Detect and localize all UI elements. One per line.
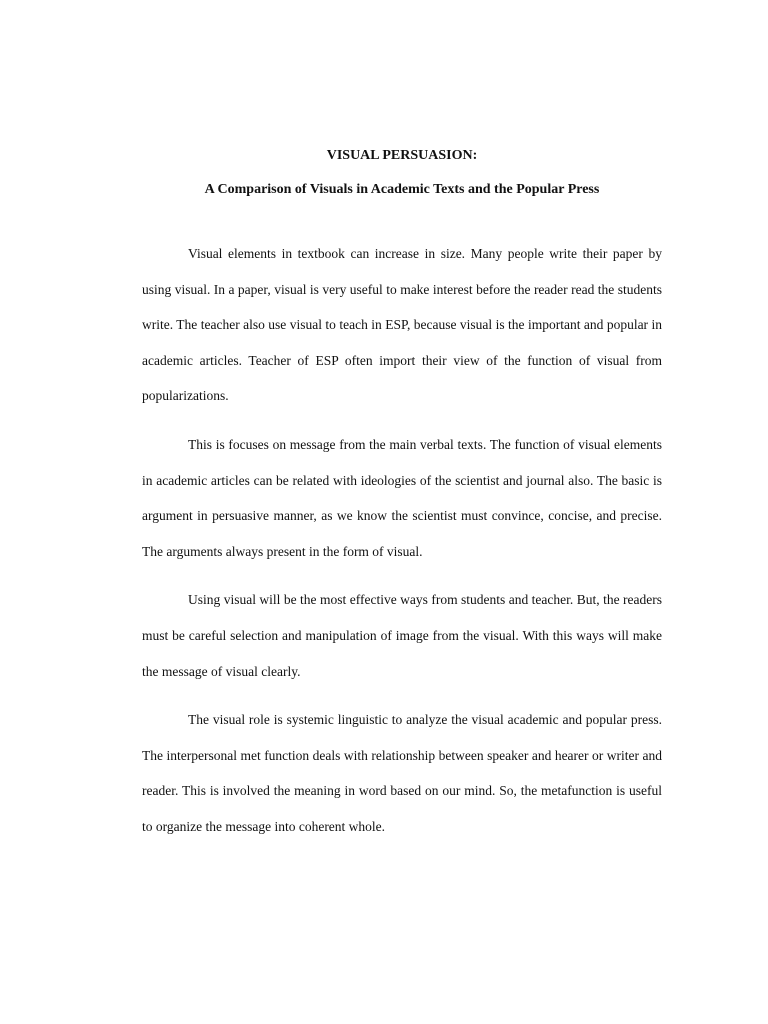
- paragraph-3: Using visual will be the most effective ways from students and teacher. But, the readers must be careful selection and manipulation of image from the visual. With this ways will make the message of visual clearly.: [142, 592, 662, 679]
- paragraph-2: This is focuses on message from the main verbal texts. The function of visual elements in academic articles can be related with ideologies of the scientist and journal also. The basic is argument in persuasive manner, as we know the scientist must convince, concise, and precise. The arguments always present in the form of visual.: [142, 436, 662, 559]
- document-title: VISUAL PERSUASION:: [326, 148, 478, 163]
- document-body: [142, 236, 662, 845]
- paragraph-1: Visual elements in textbook can increase in size. Many people write their paper by using visual. In a paper, visual is very useful to make interest before the reader read the students write. The teacher also use visual to teach in ESP, because visual is the important and popular in academic articles. Teacher of ESP often import their view of the function of visual from popularizations.: [142, 246, 662, 404]
- document-subtitle: A Comparison of Visuals in Academic Texts and the Popular Press: [204, 182, 600, 197]
- document-content: [142, 146, 662, 858]
- paragraph-4: The visual role is systemic linguistic to analyze the visual academic and popular press. The interpersonal met function deals with relationship between speaker and hearer or writer and reader. This is involved the meaning in word based on our mind. So, the metafunction is useful to organize the message into coherent whole.: [142, 712, 662, 834]
